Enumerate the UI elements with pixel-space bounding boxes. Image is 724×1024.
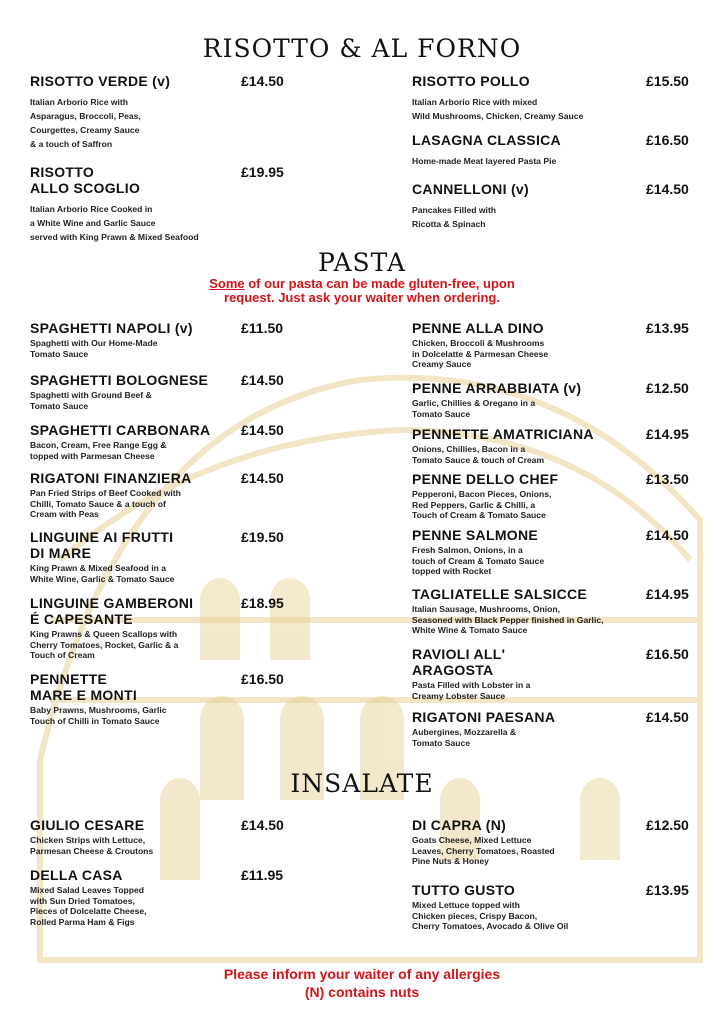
item-name: [30, 470, 192, 486]
item-name-line: RIGATONI PAESANA: [412, 709, 556, 725]
item-name: [412, 471, 558, 487]
item-description: [30, 488, 192, 520]
item-description-line: Parmesan Cheese & Croutons: [30, 845, 154, 856]
nuts-note: (N) contains nuts: [304, 984, 420, 1000]
menu-item: [412, 132, 561, 168]
item-name: [412, 73, 583, 89]
item-description-line: Chicken pieces, Crispy Bacon,: [412, 910, 538, 921]
item-description-line: in Dolcelatte & Parmesan Cheese: [412, 348, 549, 359]
item-name: [30, 867, 147, 883]
item-name: [412, 882, 568, 898]
item-price: £14.50: [241, 73, 284, 89]
item-name-line: CANNELLONI (v): [412, 181, 529, 197]
item-name: [412, 817, 555, 833]
item-description: [412, 398, 581, 419]
item-price: £14.50: [241, 372, 284, 388]
item-name: [412, 586, 604, 602]
item-description: [412, 604, 604, 636]
item-description-line: Italian Arborio Rice Cooked in: [30, 204, 153, 214]
item-description-line: Spaghetti with Our Home-Made: [30, 338, 158, 348]
item-description-line: Italian Sausage, Mushrooms, Onion,: [412, 604, 561, 614]
item-description-line: Touch of Cream & Tomato Sauce: [412, 510, 546, 520]
item-description-line: topped with Rocket: [412, 566, 492, 576]
item-name-line: RIGATONI FINANZIERA: [30, 470, 192, 486]
item-price: £14.95: [646, 586, 689, 602]
item-name-line: PENNETTE: [30, 671, 108, 687]
menu-item: [412, 471, 558, 521]
item-description-line: served with King Prawn & Mixed Seafood: [30, 232, 199, 242]
menu-item: [30, 595, 193, 661]
item-name: [30, 372, 208, 388]
menu-item: [412, 817, 555, 867]
item-price: £14.50: [646, 709, 689, 725]
item-price: £19.95: [241, 164, 284, 180]
item-name: [30, 320, 193, 336]
item-description-line: Pieces of Dolcelatte Cheese,: [30, 906, 147, 916]
note-text: of our pasta can be made gluten-free, upon: [244, 276, 515, 291]
item-name: [30, 529, 174, 561]
item-description: [30, 563, 174, 584]
item-description: [30, 95, 170, 151]
item-price: £13.50: [646, 471, 689, 487]
item-name-line: RAVIOLI ALL': [412, 646, 506, 662]
item-name: [412, 426, 594, 442]
item-description-line: Pepperoni, Bacon Pieces, Onions,: [412, 489, 552, 499]
item-price: £13.95: [646, 882, 689, 898]
menu-item: [412, 527, 544, 577]
menu-item: [412, 73, 583, 123]
item-description: [412, 900, 568, 932]
item-name: [30, 164, 199, 196]
item-description: [30, 202, 199, 244]
item-description: [412, 727, 555, 748]
item-description-line: Creamy Lobster Sauce: [412, 690, 506, 701]
item-name: [30, 817, 153, 833]
item-name-line: RISOTTO VERDE (v): [30, 73, 171, 89]
item-price: £11.50: [241, 320, 284, 336]
item-description-line: Tomato Sauce: [30, 348, 89, 359]
item-name-line: TUTTO GUSTO: [412, 882, 516, 898]
menu-item: [30, 529, 174, 584]
item-description-line: White Wine & Tomato Sauce: [412, 625, 528, 635]
item-description: [412, 680, 530, 701]
allergy-note: Please inform your waiter of any allergies: [223, 966, 501, 982]
item-price: £14.50: [646, 527, 689, 543]
item-description-line: Touch of Chilli in Tomato Sauce: [30, 715, 160, 726]
item-description: [412, 835, 555, 867]
item-description: [412, 444, 594, 465]
item-description-line: Baby Prawns, Mushrooms, Garlic: [30, 705, 167, 715]
item-description-line: touch of Cream & Tomato Sauce: [412, 555, 545, 566]
item-name: [30, 422, 210, 438]
item-description-line: Tomato Sauce & touch of Cream: [412, 454, 545, 465]
item-description-line: Tomato Sauce: [412, 737, 471, 748]
item-name-line: PENNE ALLA DINO: [412, 320, 544, 336]
item-name-line: TAGLIATELLE SALSICCE: [412, 586, 588, 602]
item-description-line: Fresh Salmon, Onions, in a: [412, 545, 523, 555]
item-name-line: PENNE SALMONE: [412, 527, 539, 543]
menu-item: [412, 320, 548, 370]
item-description: [30, 705, 167, 726]
item-description-line: Garlic, Chillies & Oregano in a: [412, 398, 536, 408]
item-name: [412, 380, 581, 396]
item-description-line: a White Wine and Garlic Sauce: [30, 218, 156, 228]
item-description: [412, 203, 529, 231]
item-name: [412, 527, 544, 543]
item-name-line: SPAGHETTI BOLOGNESE: [30, 372, 209, 388]
item-description-line: Chicken, Broccoli & Mushrooms: [412, 338, 545, 348]
menu-item: [412, 380, 581, 419]
menu-item: [30, 470, 192, 520]
item-description-line: Pasta Filled with Lobster in a: [412, 680, 531, 690]
item-price: £13.95: [646, 320, 689, 336]
item-name-line: LINGUINE GAMBERONI: [30, 595, 194, 611]
item-price: £19.50: [241, 529, 284, 545]
menu-item: [412, 181, 529, 231]
item-price: £16.50: [646, 646, 689, 662]
section-title-pasta: PASTA: [317, 248, 407, 277]
item-name: [30, 595, 193, 627]
item-price: £14.50: [241, 817, 284, 833]
item-description-line: Spaghetti with Ground Beef &: [30, 390, 152, 400]
item-name: [30, 73, 170, 89]
item-price: £14.50: [646, 181, 689, 197]
gluten-free-note: [0, 277, 724, 305]
item-description-line: Seasoned with Black Pepper finished in Garlic,: [412, 614, 604, 625]
item-name-line: DI MARE: [30, 545, 92, 561]
item-name-line: É CAPESANTE: [30, 611, 133, 627]
item-description-line: Mixed Lettuce topped with: [412, 900, 520, 910]
menu-item: [30, 867, 147, 927]
item-description-line: Pan Fried Strips of Beef Cooked with: [30, 488, 181, 498]
item-price: £16.50: [646, 132, 689, 148]
item-name-line: GIULIO CESARE: [30, 817, 145, 833]
menu-item: [412, 426, 594, 465]
item-description-line: Courgettes, Creamy Sauce: [30, 125, 140, 135]
item-name-line: RISOTTO POLLO: [412, 73, 530, 89]
item-description-line: Wild Mushrooms, Chicken, Creamy Sauce: [412, 111, 584, 121]
item-description-line: King Prawns & Queen Scallops with: [30, 629, 178, 639]
menu-item: [30, 422, 210, 461]
item-description: [30, 835, 153, 856]
item-description-line: Onions, Chillies, Bacon in a: [412, 444, 526, 454]
item-description-line: Cherry Tomatoes, Avocado & Olive Oil: [412, 921, 569, 931]
item-description: [30, 629, 193, 661]
item-name: [30, 671, 167, 703]
item-price: £12.50: [646, 380, 689, 396]
item-description-line: Tomato Sauce: [412, 408, 471, 419]
item-price: £15.50: [646, 73, 689, 89]
note-text-line2: request. Just ask your waiter when ordering.: [224, 290, 500, 305]
section-title-risotto: RISOTTO & AL FORNO: [202, 34, 522, 63]
item-price: £18.95: [241, 595, 284, 611]
item-price: £12.50: [646, 817, 689, 833]
item-price: £14.95: [646, 426, 689, 442]
item-description-line: Asparagus, Broccoli, Peas,: [30, 111, 141, 121]
menu-item: [412, 586, 604, 636]
item-description: [412, 545, 544, 577]
item-description-line: with Sun Dried Tomatoes,: [30, 895, 135, 906]
item-description-line: Chicken Strips with Lettuce,: [30, 835, 146, 845]
item-name: [412, 646, 530, 678]
item-description-line: Chilli, Tomato Sauce & a touch of: [30, 498, 166, 509]
item-description: [30, 885, 147, 927]
menu-item: [412, 646, 530, 701]
item-name-line: LASAGNA CLASSICA: [412, 132, 561, 148]
menu-item: [30, 671, 167, 726]
item-name-line: PENNETTE AMATRICIANA: [412, 426, 594, 442]
item-description-line: White Wine, Garlic & Tomato Sauce: [30, 573, 175, 584]
item-description: [30, 338, 193, 359]
item-name: [412, 132, 561, 148]
menu-item: [30, 320, 193, 359]
item-description-line: topped with Parmesan Cheese: [30, 450, 155, 461]
item-description-line: Bacon, Cream, Free Range Egg &: [30, 440, 167, 450]
item-description-line: Cream with Peas: [30, 509, 99, 519]
item-description-line: Pine Nuts & Honey: [412, 856, 489, 866]
item-description-line: King Prawn & Mixed Seafood in a: [30, 563, 167, 573]
item-name: [412, 320, 548, 336]
item-description-line: Pancakes Filled with: [412, 205, 497, 215]
item-name: [412, 181, 529, 197]
item-description-line: Home-made Meat layered Pasta Pie: [412, 156, 557, 166]
item-name-line: LINGUINE AI FRUTTI: [30, 529, 174, 545]
item-price: £11.95: [241, 867, 284, 883]
item-description-line: Rolled Parma Ham & Figs: [30, 916, 135, 927]
item-description: [412, 154, 561, 168]
item-description: [412, 95, 583, 123]
menu-item: [30, 817, 153, 856]
item-description-line: Tomato Sauce: [30, 400, 89, 411]
item-name-line: ALLO SCOGLIO: [30, 180, 141, 196]
allergy-footer: [0, 965, 724, 1001]
item-description-line: Cherry Tomatoes, Rocket, Garlic & a: [30, 639, 179, 650]
item-description: [30, 390, 208, 411]
item-description-line: Red Peppers, Garlic & Chilli, a: [412, 499, 536, 510]
item-description-line: Aubergines, Mozzarella &: [412, 727, 517, 737]
menu-item: [30, 164, 199, 244]
item-description-line: Mixed Salad Leaves Topped: [30, 885, 144, 895]
section-title-insalate: INSALATE: [290, 769, 434, 798]
item-description-line: & a touch of Saffron: [30, 139, 113, 149]
menu-item: [30, 73, 170, 151]
item-description-line: Ricotta & Spinach: [412, 219, 486, 229]
item-price: £14.50: [241, 470, 284, 486]
item-name-line: SPAGHETTI NAPOLI (v): [30, 320, 193, 336]
item-name-line: DI CAPRA (N): [412, 817, 507, 833]
item-description-line: Goats Cheese, Mixed Lettuce: [412, 835, 532, 845]
item-name-line: RISOTTO: [30, 164, 95, 180]
item-name-line: PENNE DELLO CHEF: [412, 471, 559, 487]
item-description: [30, 440, 210, 461]
menu-item: [412, 709, 555, 748]
item-description: [412, 338, 548, 370]
item-price: £16.50: [241, 671, 284, 687]
item-description-line: Italian Arborio Rice with: [30, 97, 129, 107]
item-description-line: Leaves, Cherry Tomatoes, Roasted: [412, 845, 555, 856]
item-description-line: Touch of Cream: [30, 650, 95, 660]
menu-item: [412, 882, 568, 932]
item-description-line: Creamy Sauce: [412, 359, 472, 369]
item-name-line: ARAGOSTA: [412, 662, 494, 678]
item-name: [412, 709, 555, 725]
item-description-line: Italian Arborio Rice with mixed: [412, 97, 538, 107]
item-name-line: PENNE ARRABBIATA (v): [412, 380, 582, 396]
item-name-line: SPAGHETTI CARBONARA: [30, 422, 211, 438]
note-emphasis: Some: [209, 276, 245, 291]
item-price: £14.50: [241, 422, 284, 438]
item-description: [412, 489, 558, 521]
item-name-line: DELLA CASA: [30, 867, 123, 883]
menu-item: [30, 372, 208, 411]
item-name-line: MARE E MONTI: [30, 687, 138, 703]
